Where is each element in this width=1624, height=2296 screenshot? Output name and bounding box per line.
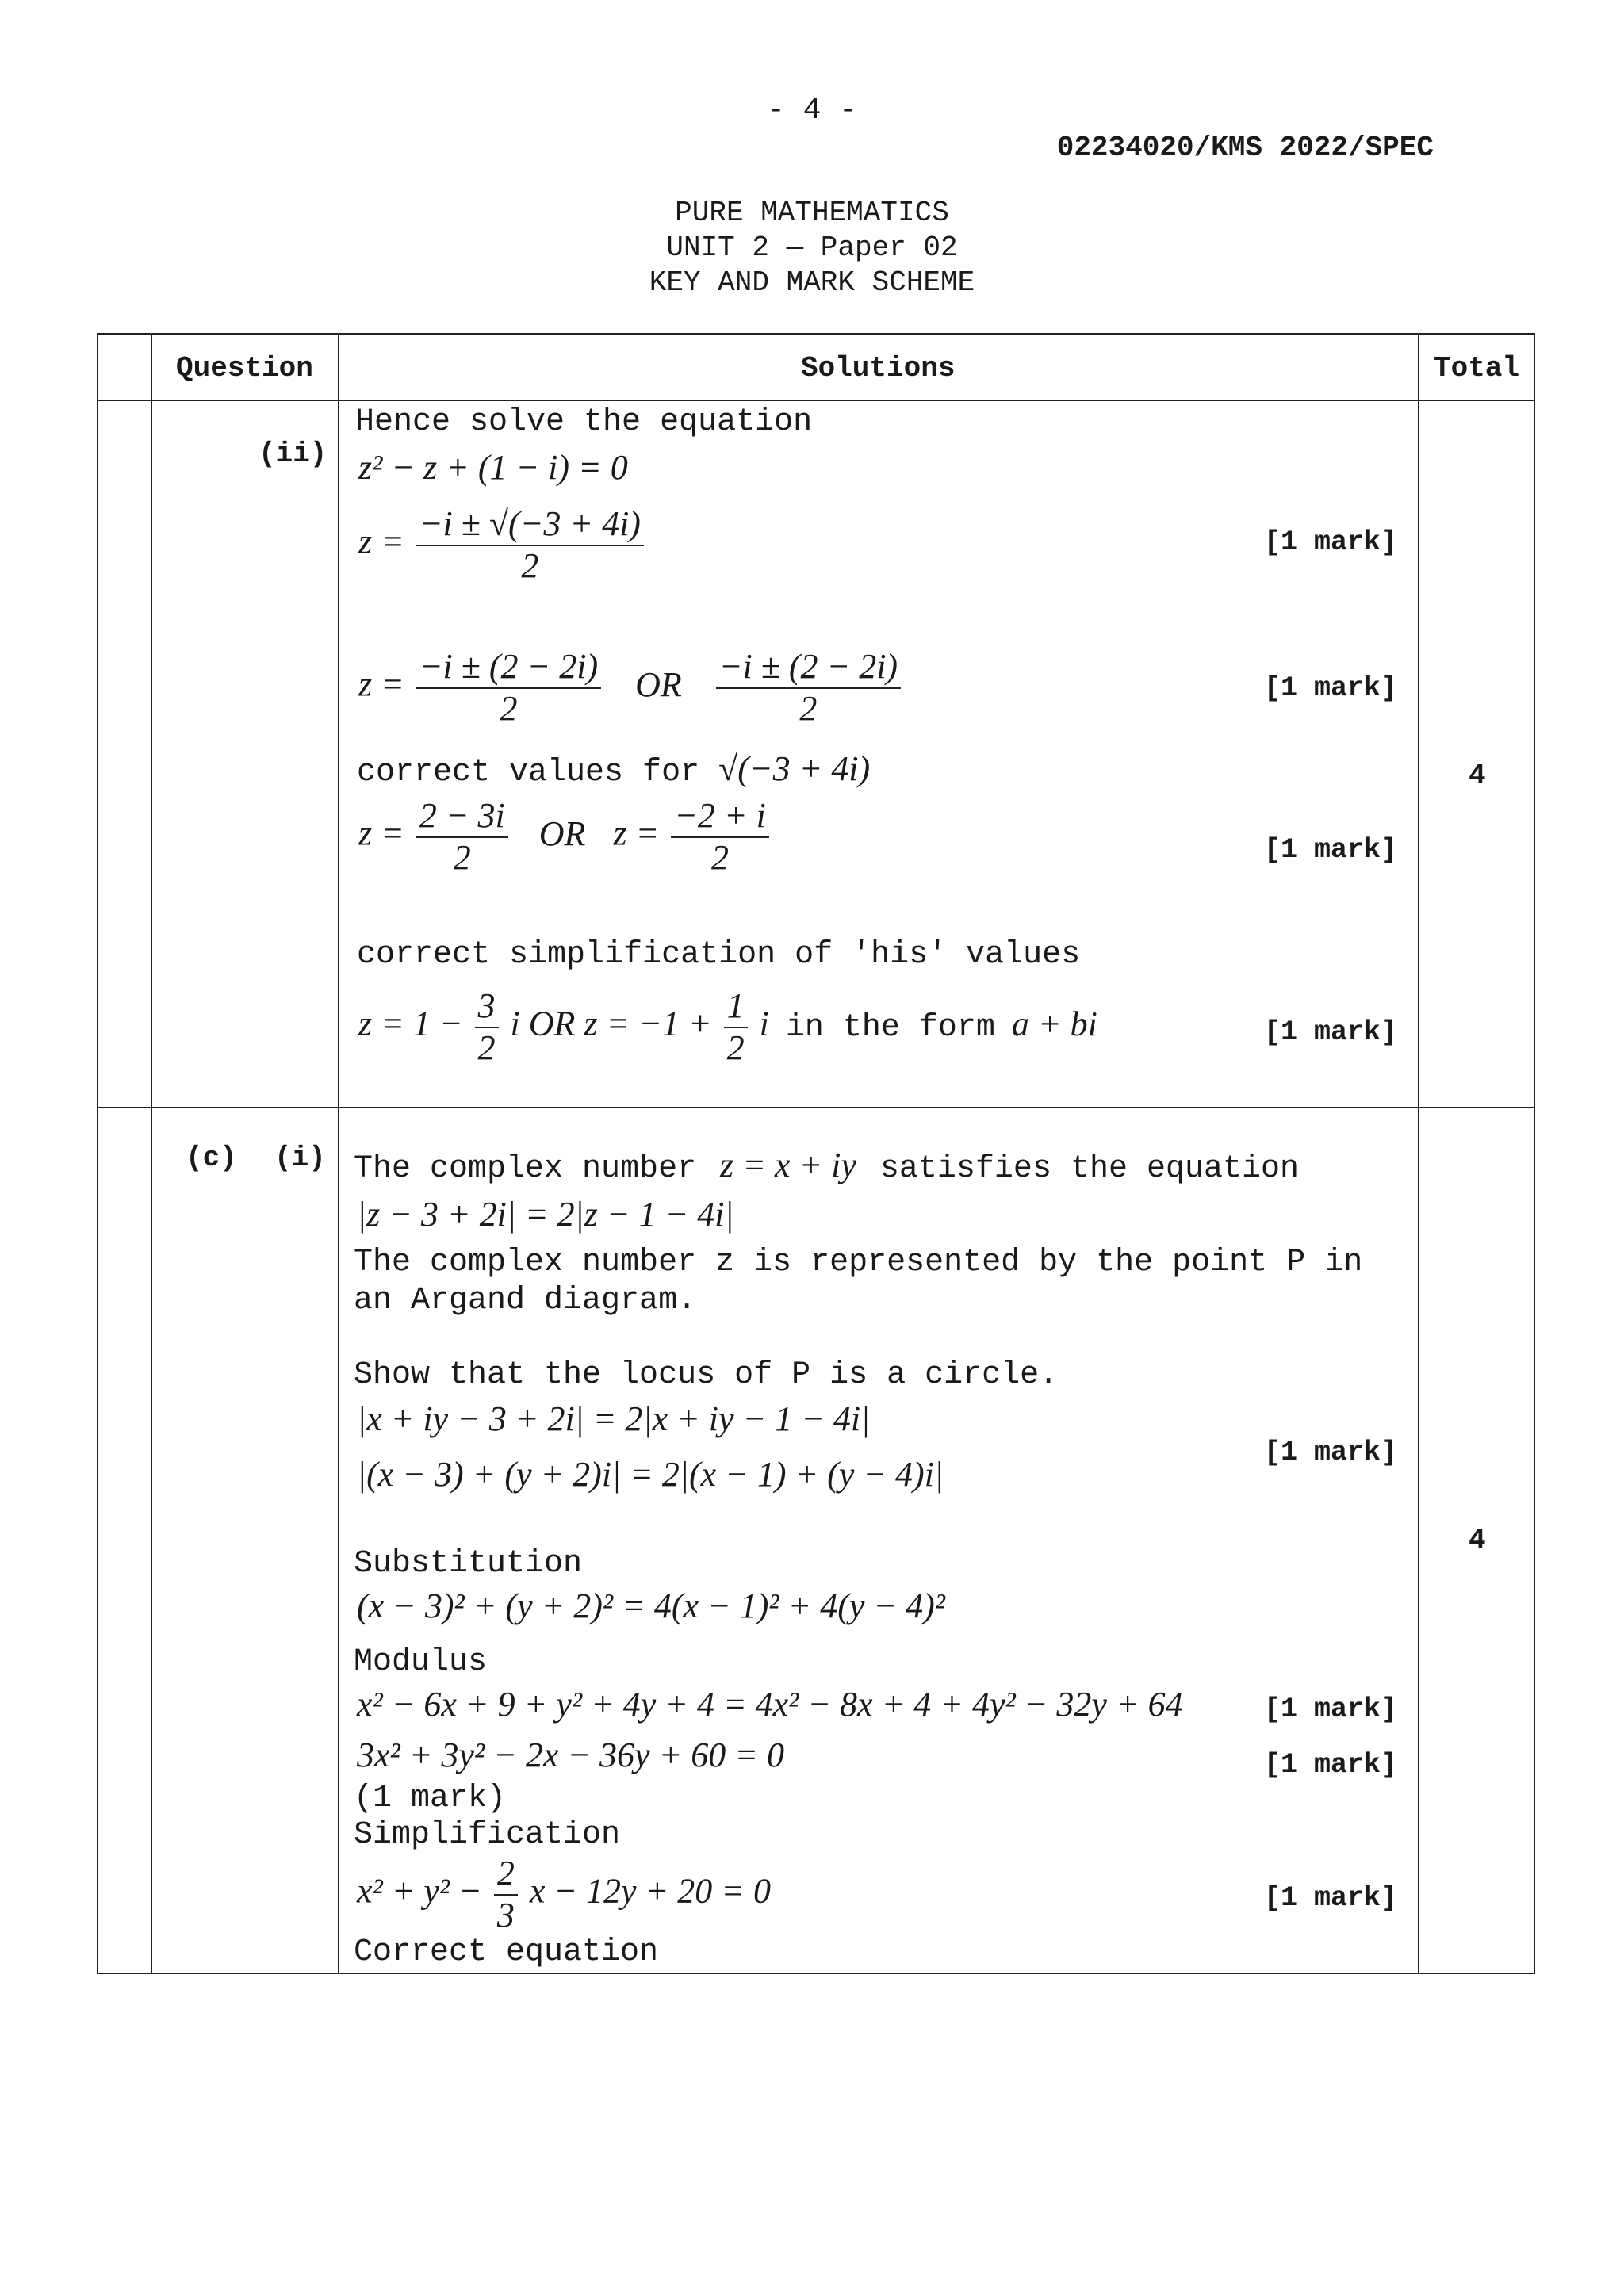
page-number: - 4 -: [766, 94, 858, 128]
equation-collected: 3x² + 3y² − 2x − 36y + 60 = 0: [357, 1735, 784, 1774]
header-total: Total: [1434, 352, 1520, 385]
mark-award: [1 mark]: [1264, 1016, 1398, 1048]
header-question: Question: [176, 352, 313, 385]
problem-task: Show that the locus of P is a circle.: [354, 1357, 1059, 1393]
problem-text: an Argand diagram.: [354, 1283, 697, 1318]
note-correct-values: correct values for √(−3 + 4i): [357, 749, 871, 790]
equation-locus: |z − 3 + 2i| = 2|z − 1 − 4i|: [357, 1195, 734, 1234]
solution-intro: Hence solve the equation: [355, 404, 813, 440]
equation-roots-form: z = $\frac{-i \pm (2 - 2i)}{2}$ OR $\frac{-i \pm (2 - 2i)}{2}$: [358, 647, 904, 729]
problem-statement: The complex number z = x + iy satisfies the equation: [354, 1146, 1299, 1187]
equation-squared: (x − 3)² + (y + 2)² = 4(x − 1)² + 4(y − 4)²: [357, 1586, 945, 1625]
question-label-i: (i): [274, 1142, 326, 1174]
mark-note: (1 mark): [354, 1781, 507, 1816]
equation-circle: x² + y² − $\frac{2}{3}$ x − 12y + 20 = 0: [357, 1854, 771, 1934]
equation-substituted: |x + iy − 3 + 2i| = 2|x + iy − 1 − 4i|: [357, 1399, 871, 1438]
mark-award: [1 mark]: [1264, 526, 1398, 558]
mark-award: [1 mark]: [1264, 1882, 1398, 1914]
question-label-ii: (ii): [259, 438, 327, 470]
note-simplification: correct simplification of 'his' values: [357, 937, 1081, 973]
equation-grouped: |(x − 3) + (y + 2)i| = 2|(x − 1) + (y − 4)i|: [357, 1455, 944, 1494]
scheme-title: KEY AND MARK SCHEME: [649, 266, 975, 299]
equation-roots-values: z = $\frac{2 - 3i}{2}$ OR z = $\frac{-2 + i}{2}$: [358, 796, 772, 878]
equation-expanded: x² − 6x + 9 + y² + 4y + 4 = 4x² − 8x + 4 + 4y² − 32y + 64: [357, 1685, 1183, 1724]
mark-award: [1 mark]: [1264, 1749, 1398, 1781]
total-marks-c: 4: [1469, 1524, 1486, 1556]
mark-award: [1 mark]: [1264, 672, 1398, 704]
problem-text: The complex number z is represented by the point P in: [354, 1245, 1363, 1280]
mark-award: [1 mark]: [1264, 1693, 1398, 1725]
step-label-modulus: Modulus: [354, 1644, 488, 1680]
question-label-c: (c): [186, 1142, 237, 1174]
step-label-correct: Correct equation: [354, 1934, 659, 1970]
subject-title: PURE MATHEMATICS: [675, 197, 949, 229]
equation-quadratic-formula: z = $\frac{-i \pm √(-3 + 4i)}{2}$: [358, 504, 647, 586]
equation-quadratic: z² − z + (1 − i) = 0: [358, 448, 628, 487]
equation-final-roots: z = 1 − $\frac{3}{2}$ i OR z = −1 + $\frac{1}{2}$ i in the form a + bi: [358, 986, 1097, 1067]
mark-award: [1 mark]: [1264, 1437, 1398, 1468]
total-marks-ii: 4: [1469, 760, 1486, 792]
step-label-simplification: Simplification: [354, 1817, 621, 1853]
unit-paper: UNIT 2 — Paper 02: [666, 232, 958, 264]
mark-award: [1 mark]: [1264, 834, 1398, 866]
header-solutions: Solutions: [801, 352, 956, 385]
document-code: 02234020/KMS 2022/SPEC: [1056, 132, 1434, 164]
step-label-substitution: Substitution: [354, 1546, 583, 1582]
